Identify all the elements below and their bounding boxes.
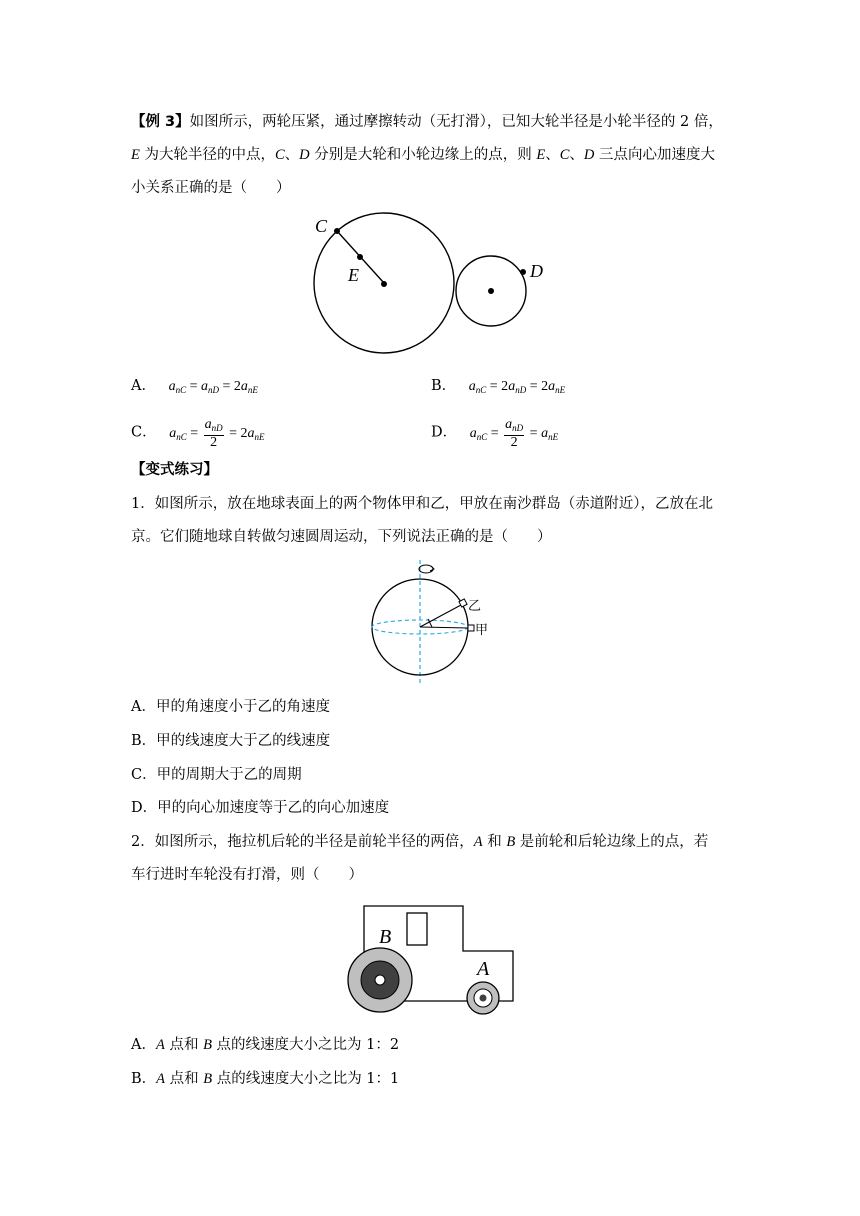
label-jia: 甲 [475,623,489,638]
tractor-window [407,913,427,945]
example3-option-a[interactable]: A． $a_{nC} = a_{nD} = 2a_{nE}$ [131,378,258,395]
tractor-figure [345,903,520,1015]
example3-option-b[interactable]: B． $a_{nC} = 2a_{nD} = 2a_{nE}$ [431,378,566,395]
large-wheel-center [381,281,387,287]
q1-line2: 京。它们随地球自转做匀速圆周运动，下列说法正确的是（ ） [131,529,552,545]
point-e [357,254,363,260]
two-wheels-figure [300,205,560,360]
point-c [334,228,340,234]
q1-option-a[interactable]: A．甲的角速度小于乙的角速度 [131,699,330,715]
example3-option-d[interactable]: D． $a_{nC}$ = $\frac{a_{nD}}{2}$ = $a_{nE}$ [431,417,559,450]
radius-to-jia [420,627,468,628]
example3-line3: 小关系正确的是（ ） [131,180,291,196]
practice-heading: 【变式练习】 [131,462,218,478]
object-jia [468,625,474,631]
label-c: C [315,216,328,236]
label-d: D [530,261,543,281]
example3-line1: 【例 3】如图所示，两轮压紧，通过摩擦转动（无打滑），已知大轮半径是小轮半径的 2 倍， [131,114,723,130]
example3-option-c[interactable]: C． $a_{nC}$ = $\frac{a_{nD}}{2}$ = $2a_{nE}$ [131,417,265,450]
radius-to-yi [420,605,461,627]
q1-option-b[interactable]: B．甲的线速度大于乙的线速度 [131,733,331,749]
label-b: B [379,926,392,948]
label-e: E [348,265,359,285]
q2-option-b[interactable]: B．A 点和 B 点的线速度大小之比为 1：1 [131,1071,400,1087]
label-yi: 乙 [468,599,482,614]
earth-figure [360,556,500,686]
q2-option-a[interactable]: A．A 点和 B 点的线速度大小之比为 1：2 [131,1037,400,1053]
small-wheel-center [488,288,494,294]
q1-option-c[interactable]: C．甲的周期大于乙的周期 [131,767,302,783]
q2-line2: 车行进时车轮没有打滑，则（ ） [131,867,363,883]
example3-line2: E 为大轮半径的中点，C、D 分别是大轮和小轮边缘上的点，则 E、C、D 三点向心加速度大 [131,147,715,163]
example3-tag: 【例 3】 [131,114,190,130]
point-d [520,269,526,275]
q2-line1: 2．如图所示，拖拉机后轮的半径是前轮半径的两倍，A 和 B 是前轮和后轮边缘上的点，若 [131,834,709,850]
q1-line1: 1．如图所示，放在地球表面上的两个物体甲和乙，甲放在南沙群岛（赤道附近），乙放在北 [131,496,713,512]
label-a: A [477,958,490,980]
q1-option-d[interactable]: D．甲的向心加速度等于乙的向心加速度 [131,800,390,816]
